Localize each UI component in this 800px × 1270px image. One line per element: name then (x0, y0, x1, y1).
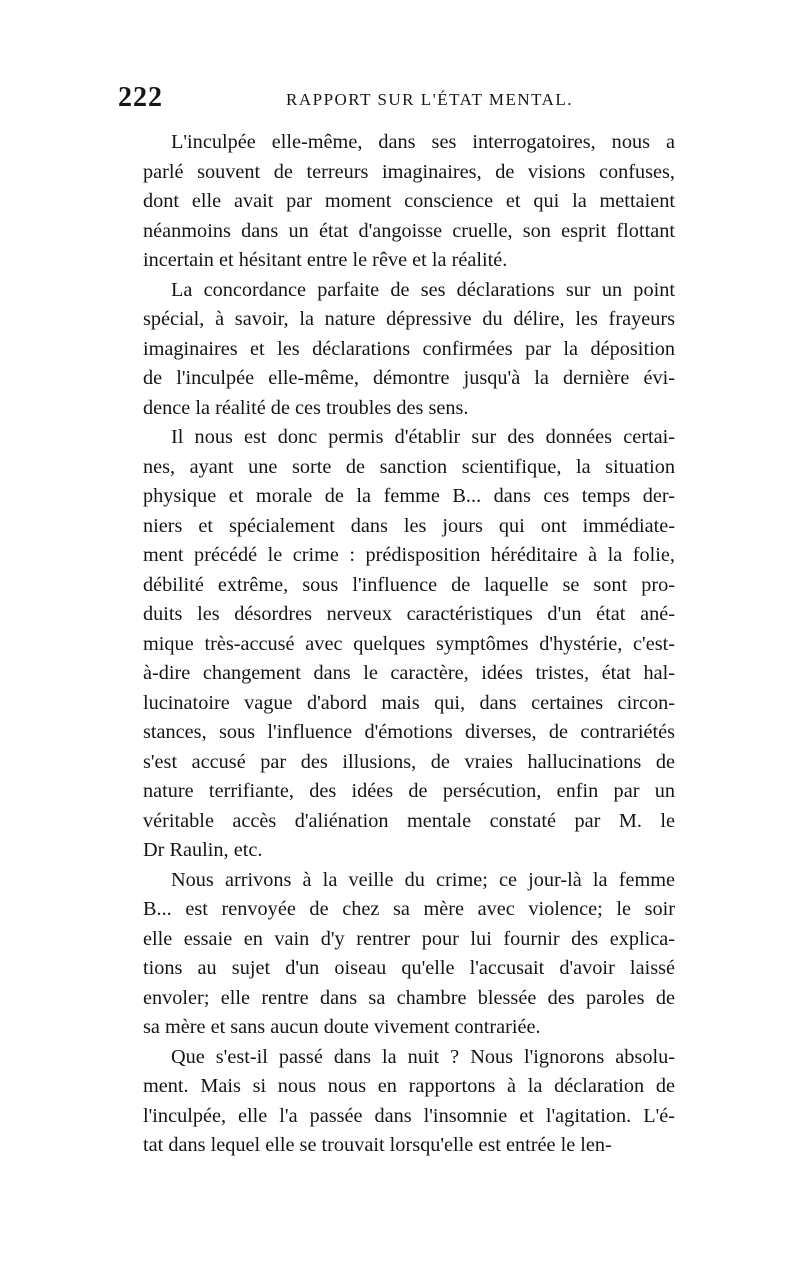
text-line: néanmoins dans un état d'angoisse cruelle, son esprit flottant (143, 219, 675, 242)
text-line: niers et spécialement dans les jours qui ont immédiate- (143, 514, 675, 537)
text-line: dence la réalité de ces troubles des sens. (143, 396, 469, 419)
text-line: ment précédé le crime : prédisposition héréditaire à la folie, (143, 544, 675, 566)
text-line: mique très-accusé avec quelques symptômes d'hystérie, c'est- (143, 632, 675, 655)
page-number: 222 (118, 82, 163, 113)
text-line: dont elle avait par moment conscience et qui la mettaient (143, 190, 675, 212)
text-line: parlé souvent de terreurs imaginaires, de visions confuses, (143, 160, 675, 183)
text-line: spécial, à savoir, la nature dépressive du délire, les frayeurs (143, 308, 675, 330)
text-line: véritable accès d'aliénation mentale constaté par M. le (143, 809, 675, 832)
text-line: Que s'est-il passé dans la nuit ? Nous l'ignorons absolu- (171, 1045, 675, 1068)
paragraph (143, 423, 675, 866)
text-line: envoler; elle rentre dans sa chambre blessée des paroles de (143, 986, 675, 1009)
text-line: lucinatoire vague d'abord mais qui, dans certaines circon- (143, 691, 675, 714)
text-line: l'inculpée, elle l'a passée dans l'insomnie et l'agitation. L'é- (143, 1104, 675, 1127)
text-line: nes, ayant une sorte de sanction scientifique, la situation (143, 455, 675, 478)
paragraph (143, 276, 675, 424)
text-line: tat dans lequel elle se trouvait lorsqu'elle est entrée le len- (143, 1134, 612, 1156)
paragraph (143, 1043, 675, 1161)
text-line: Il nous est donc permis d'établir sur des données certai- (171, 426, 675, 448)
text-line: elle essaie en vain d'y rentrer pour lui fournir des explica- (143, 927, 675, 950)
text-line: ment. Mais si nous nous en rapportons à la déclaration de (143, 1075, 675, 1097)
text-line: sa mère et sans aucun doute vivement contrariée. (143, 1016, 541, 1038)
text-line: stances, sous l'influence d'émotions diverses, de contrariétés (143, 721, 675, 743)
text-line: tions au sujet d'un oiseau qu'elle l'accusait d'avoir laissé (143, 957, 675, 979)
body-text (143, 128, 675, 1161)
text-line: B... est renvoyée de chez sa mère avec violence; le soir (143, 898, 675, 920)
running-title: RAPPORT SUR L'ÉTAT MENTAL. (286, 90, 574, 109)
text-line: La concordance parfaite de ses déclarations sur un point (171, 278, 675, 301)
text-line: Dr Raulin, etc. (143, 839, 263, 861)
paragraph (143, 866, 675, 1043)
text-line: incertain et hésitant entre le rêve et la réalité. (143, 249, 508, 271)
text-line: duits les désordres nerveux caractéristiques d'un état ané- (143, 603, 675, 625)
text-line: à-dire changement dans le caractère, idées tristes, état hal- (143, 662, 675, 684)
text-line: débilité extrême, sous l'influence de laquelle se sont pro- (143, 573, 675, 596)
text-line: de l'inculpée elle-même, démontre jusqu'à la dernière évi- (143, 367, 675, 389)
text-line: physique et morale de la femme B... dans ces temps der- (143, 485, 675, 507)
text-line: imaginaires et les déclarations confirmées par la déposition (143, 337, 675, 360)
text-line: L'inculpée elle-même, dans ses interrogatoires, nous a (171, 131, 675, 153)
paragraph (143, 128, 675, 276)
text-line: Nous arrivons à la veille du crime; ce jour-là la femme (171, 868, 675, 891)
page-header (118, 82, 680, 122)
text-line: s'est accusé par des illusions, de vraies hallucinations de (143, 750, 675, 773)
text-line: nature terrifiante, des idées de persécution, enfin par un (143, 780, 675, 802)
